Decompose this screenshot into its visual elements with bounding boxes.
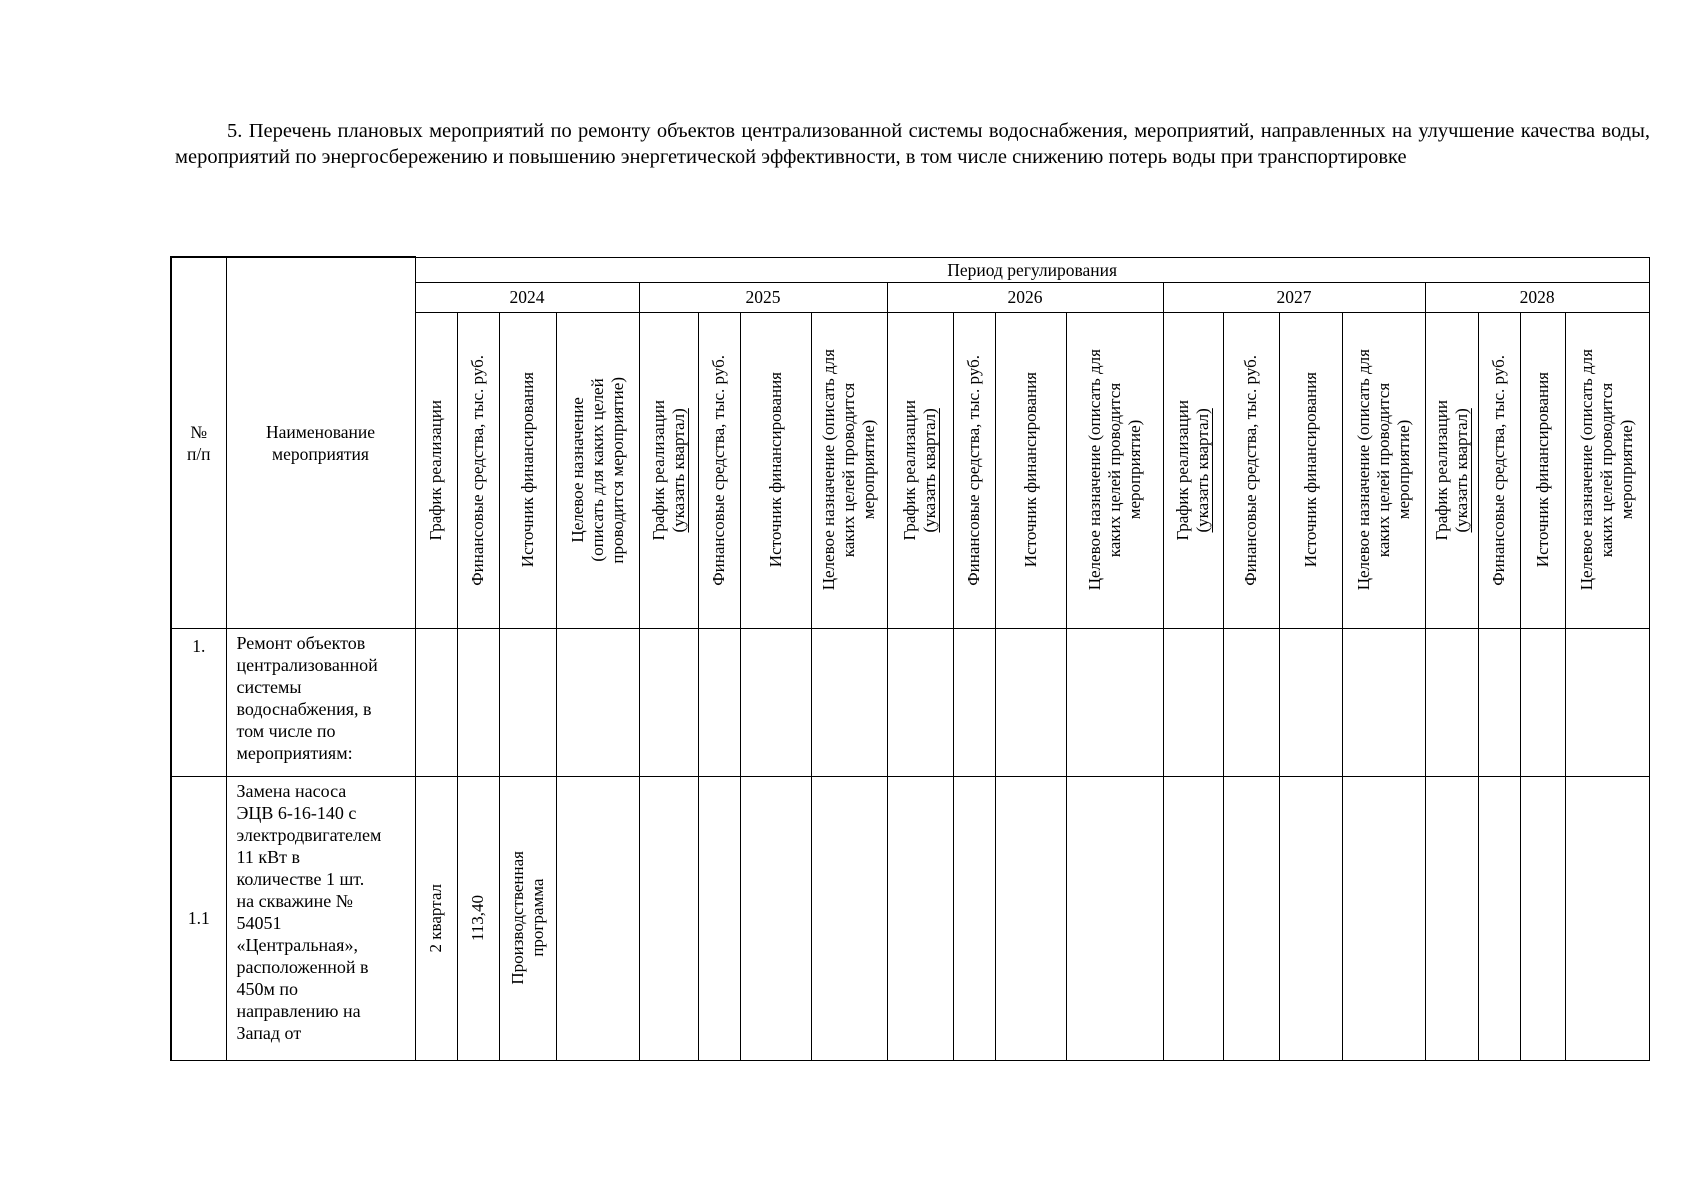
cell-empty <box>1279 776 1342 1060</box>
measures-table <box>170 256 1650 1061</box>
row-name: Замена насоса ЭЦВ 6-16-140 с электродвигателем 11 кВт в количестве 1 шт. на скважине № 54051 «Центральная», расположенной в 450м по направлению на Запад от <box>226 776 415 1060</box>
subheader-funds-2027: Финансовые средства, тыс. руб. <box>1223 312 1279 628</box>
subheader-purpose-2026: Целевое назначение (описать для каких целей проводится мероприятие) <box>1066 312 1163 628</box>
subheader-schedule-2026: График реализации (указать квартал) <box>887 312 953 628</box>
subheader-purpose-2028: Целевое назначение (описать для каких целей проводится мероприятие) <box>1565 312 1649 628</box>
section-heading: 5. Перечень плановых мероприятий по ремонту объектов централизованной системы водоснабжения, мероприятий, направленных на улучшение качества воды, мероприятий по энергосбережению и повышению энергетической эффективности, в том числе снижению потерь воды при транспортировке <box>175 120 1650 168</box>
subheader-source-2027: Источник финансирования <box>1279 312 1342 628</box>
cell-empty <box>740 628 811 776</box>
subheader-source-2028: Источник финансирования <box>1520 312 1565 628</box>
cell-empty <box>556 776 639 1060</box>
cell-empty <box>811 628 887 776</box>
cell-empty <box>995 628 1066 776</box>
subheader-funds-2025: Финансовые средства, тыс. руб. <box>698 312 740 628</box>
row-number: 1. <box>171 628 226 776</box>
header-period: Период регулирования <box>415 257 1649 282</box>
cell-empty <box>1066 628 1163 776</box>
cell-funds-2024: 113,40 <box>457 776 499 1060</box>
subheader-purpose-2025: Целевое назначение (описать для каких целей проводится мероприятие) <box>811 312 887 628</box>
subheader-schedule-2028: График реализации (указать квартал) <box>1425 312 1478 628</box>
subheader-schedule-2027: График реализации (указать квартал) <box>1163 312 1223 628</box>
cell-empty <box>1520 628 1565 776</box>
cell-empty <box>1478 628 1520 776</box>
cell-empty <box>1279 628 1342 776</box>
cell-schedule-2024: 2 квартал <box>415 776 457 1060</box>
cell-empty <box>1163 776 1223 1060</box>
header-year-2028: 2028 <box>1425 282 1649 312</box>
cell-empty <box>995 776 1066 1060</box>
cell-empty <box>953 628 995 776</box>
cell-empty <box>1565 628 1649 776</box>
cell-empty <box>698 628 740 776</box>
cell-empty <box>1342 776 1425 1060</box>
subheader-funds-2024: Финансовые средства, тыс. руб. <box>457 312 499 628</box>
cell-empty <box>953 776 995 1060</box>
header-name: Наименование мероприятия <box>226 257 415 628</box>
subheader-funds-2028: Финансовые средства, тыс. руб. <box>1478 312 1520 628</box>
cell-empty <box>811 776 887 1060</box>
cell-source-2024: Производственная программа <box>499 776 556 1060</box>
cell-empty <box>639 628 698 776</box>
cell-empty <box>1425 628 1478 776</box>
cell-empty <box>1565 776 1649 1060</box>
cell-funds-2024 <box>457 628 499 776</box>
cell-empty <box>887 776 953 1060</box>
cell-empty <box>698 776 740 1060</box>
header-number: № п/п <box>171 257 226 628</box>
cell-empty <box>556 628 639 776</box>
header-year-2026: 2026 <box>887 282 1163 312</box>
cell-empty <box>1223 628 1279 776</box>
cell-empty <box>1066 776 1163 1060</box>
subheader-purpose-2024: Целевое назначение (описать для каких целей проводится мероприятие) <box>556 312 639 628</box>
subheader-source-2026: Источник финансирования <box>995 312 1066 628</box>
cell-empty <box>1163 628 1223 776</box>
header-year-2027: 2027 <box>1163 282 1425 312</box>
cell-empty <box>887 628 953 776</box>
cell-schedule-2024 <box>415 628 457 776</box>
subheader-purpose-2027: Целевое назначение (описать для каких целей проводится мероприятие) <box>1342 312 1425 628</box>
cell-empty <box>740 776 811 1060</box>
cell-source-2024 <box>499 628 556 776</box>
row-number: 1.1 <box>171 776 226 1060</box>
subheader-source-2025: Источник финансирования <box>740 312 811 628</box>
cell-empty <box>1520 776 1565 1060</box>
cell-empty <box>1478 776 1520 1060</box>
subheader-source-2024: Источник финансирования <box>499 312 556 628</box>
subheader-funds-2026: Финансовые средства, тыс. руб. <box>953 312 995 628</box>
cell-empty <box>1342 628 1425 776</box>
cell-empty <box>1223 776 1279 1060</box>
subheader-schedule-2024: График реализации <box>415 312 457 628</box>
subheader-schedule-2025: График реализации (указать квартал) <box>639 312 698 628</box>
header-year-2024: 2024 <box>415 282 639 312</box>
cell-empty <box>639 776 698 1060</box>
table-row <box>171 776 1649 1060</box>
row-name: Ремонт объектов централизованной системы водоснабжения, в том числе по мероприятиям: <box>226 628 415 776</box>
header-year-2025: 2025 <box>639 282 887 312</box>
cell-empty <box>1425 776 1478 1060</box>
table-row <box>171 628 1649 776</box>
